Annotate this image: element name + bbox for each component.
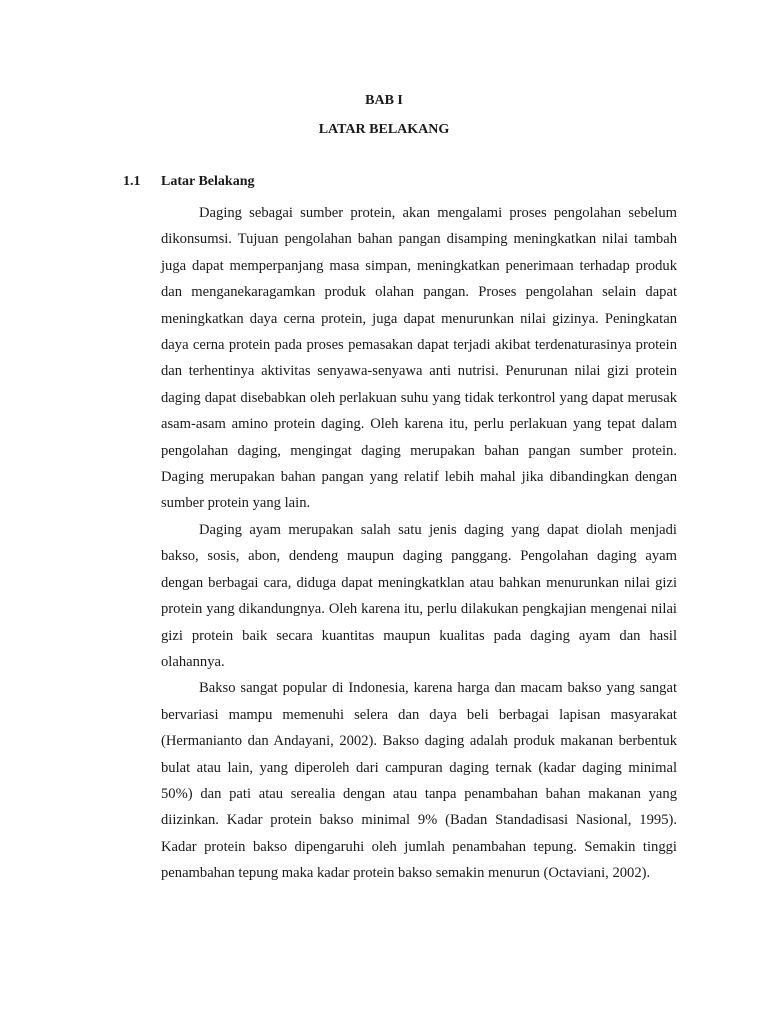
chapter-number: BAB I [365,93,403,108]
paragraph-1: Daging sebagai sumber protein, akan mengalami proses pengolahan sebelum dikonsumsi. Tujuan pengolahan bahan pangan disamping meningkatkan nilai tambah juga dapat memperpanjang masa simpan, meningkatkan penerimaan terhadap produk dan menganekaragamkan produk olahan pangan. Proses pengolahan selain dapat meningkatkan daya cerna protein, juga dapat menurunkan nilai gizinya. Peningkatan daya cerna protein pada proses pemasakan dapat terjadi akibat terdenaturasinya protein dan terhentinya aktivitas senyawa-senyawa anti nutrisi. Penurunan nilai gizi protein daging dapat disebabkan oleh perlakuan suhu yang tidak terkontrol yang dapat merusak asam-asam amino protein daging. Oleh karena itu, perlu perlakuan yang tepat dalam pengolahan daging, mengingat daging merupakan bahan pangan sumber protein. Daging merupakan bahan pangan yang relatif lebih mahal jika dibandingkan dengan sumber protein yang lain. [161,205,677,512]
paragraph-2: Daging ayam merupakan salah satu jenis daging yang dapat diolah menjadi bakso, sosis, abon, dendeng maupun daging panggang. Pengolahan daging ayam dengan berbagai cara, diduga dapat meningkatklan atau bahkan menurunkan nilai gizi protein yang dikandungnya. Oleh karena itu, perlu dilakukan pengkajian mengenai nilai gizi protein baik secara kuantitas maupun kualitas pada daging ayam dan hasil olahannya. [161,521,677,670]
section-number: 1.1 [123,174,141,189]
section-title: Latar Belakang [161,174,255,189]
chapter-title: LATAR BELAKANG [318,122,450,137]
section-heading [123,173,254,191]
paragraph-3: Bakso sangat popular di Indonesia, karena harga dan macam bakso yang sangat bervariasi mampu memenuhi selera dan daya beli berbagai lapisan masyarakat (Hermanianto dan Andayani, 2002). Bakso daging adalah produk makanan berbentuk bulat atau lain, yang diperoleh dari campuran daging ternak (kadar daging minimal 50%) dan pati atau serealia dengan atau tanpa penambahan bahan makanan yang diizinkan. Kadar protein bakso minimal 9% (Badan Standadisasi Nasional, 1995). Kadar protein bakso dipengaruhi oleh jumlah penambahan tepung. Semakin tinggi penambahan tepung maka kadar protein bakso semakin menurun (Octaviani, 2002). [161,680,677,882]
body-text [161,200,677,887]
